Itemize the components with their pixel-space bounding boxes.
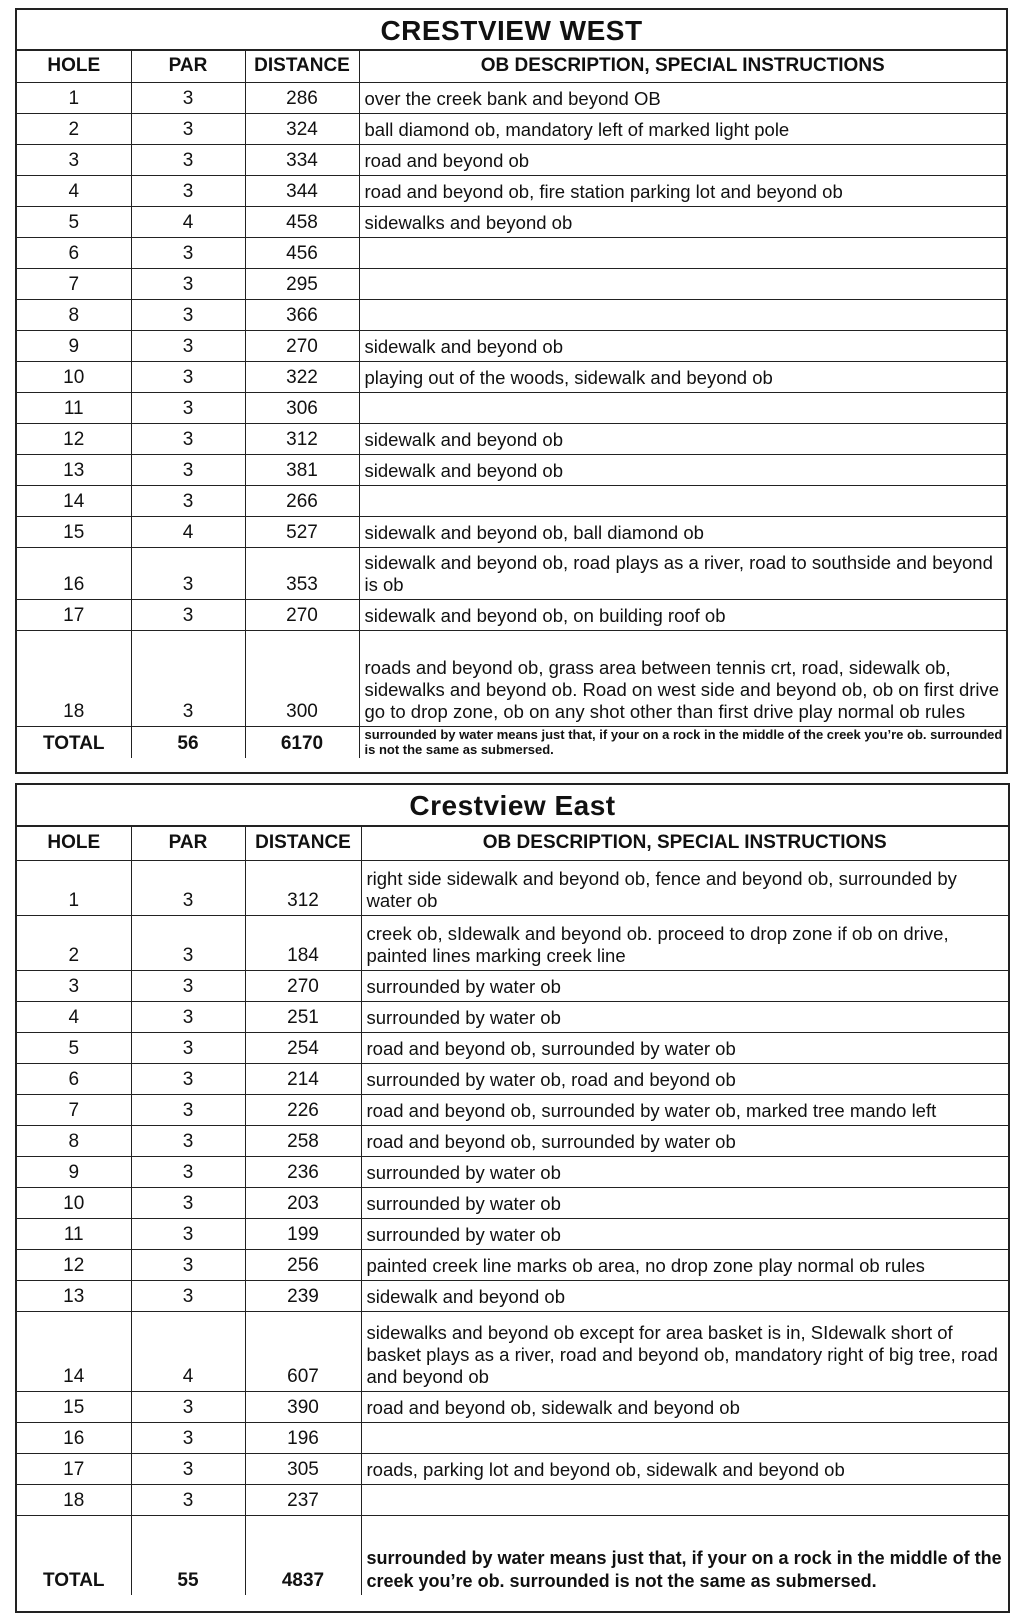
distance-cell: 381 <box>245 454 359 485</box>
ob-description-cell <box>359 268 1006 299</box>
table-row <box>17 1453 1008 1484</box>
ob-description-cell <box>361 1422 1008 1453</box>
table-row <box>17 1063 1008 1094</box>
hole-cell: 8 <box>17 299 131 330</box>
par-cell: 3 <box>131 599 245 630</box>
distance-cell: 527 <box>245 516 359 547</box>
table-row <box>17 330 1006 361</box>
hole-cell: 17 <box>17 1453 131 1484</box>
scorecard-table <box>17 51 1006 758</box>
hole-cell: 4 <box>17 175 131 206</box>
distance-cell: 295 <box>245 268 359 299</box>
hole-cell: 7 <box>17 1094 131 1125</box>
hole-header: HOLE <box>17 51 131 82</box>
par-cell: 4 <box>131 516 245 547</box>
distance-cell: 196 <box>245 1422 361 1453</box>
distance-cell: 390 <box>245 1391 361 1422</box>
table-row <box>17 1001 1008 1032</box>
ob-description-cell: road and beyond ob, surrounded by water ob <box>361 1032 1008 1063</box>
table-row <box>17 268 1006 299</box>
table-row <box>17 1422 1008 1453</box>
par-cell: 3 <box>131 970 245 1001</box>
distance-cell: 184 <box>245 915 361 970</box>
header-row <box>17 827 1008 860</box>
hole-cell: 11 <box>17 392 131 423</box>
hole-cell: 7 <box>17 268 131 299</box>
header-row <box>17 51 1006 82</box>
ob-description-cell: roads, parking lot and beyond ob, sidewalk and beyond ob <box>361 1453 1008 1484</box>
table-row <box>17 516 1006 547</box>
par-cell: 3 <box>131 1063 245 1094</box>
par-cell: 3 <box>131 1391 245 1422</box>
table-row <box>17 1187 1008 1218</box>
hole-cell: 13 <box>17 1280 131 1311</box>
ob-description-cell <box>361 1484 1008 1515</box>
table-row <box>17 485 1006 516</box>
hole-header: HOLE <box>17 827 131 860</box>
course-title: Crestview East <box>17 785 1008 827</box>
distance-cell: 270 <box>245 330 359 361</box>
par-cell: 3 <box>131 1001 245 1032</box>
table-row <box>17 1391 1008 1422</box>
ob-description-cell: road and beyond ob, surrounded by water ob <box>361 1125 1008 1156</box>
hole-cell: 15 <box>17 516 131 547</box>
par-cell: 4 <box>131 1311 245 1391</box>
par-header: PAR <box>131 827 245 860</box>
par-cell: 3 <box>131 1187 245 1218</box>
distance-cell: 353 <box>245 547 359 599</box>
ob-description-cell: creek ob, sIdewalk and beyond ob. proceed to drop zone if ob on drive, painted lines marking creek line <box>361 915 1008 970</box>
total-par: 56 <box>131 726 245 758</box>
table-row <box>17 175 1006 206</box>
ob-description-cell: road and beyond ob, fire station parking lot and beyond ob <box>359 175 1006 206</box>
ob-description-cell: painted creek line marks ob area, no drop zone play normal ob rules <box>361 1249 1008 1280</box>
distance-cell: 344 <box>245 175 359 206</box>
table-row <box>17 1311 1008 1391</box>
distance-cell: 266 <box>245 485 359 516</box>
table-row <box>17 206 1006 237</box>
hole-cell: 16 <box>17 547 131 599</box>
ob-description-cell: over the creek bank and beyond OB <box>359 82 1006 113</box>
hole-cell: 17 <box>17 599 131 630</box>
ob-description-cell <box>359 237 1006 268</box>
hole-cell: 3 <box>17 144 131 175</box>
distance-cell: 322 <box>245 361 359 392</box>
hole-cell: 6 <box>17 237 131 268</box>
par-cell: 3 <box>131 1032 245 1063</box>
crestview-west-table <box>15 8 1008 774</box>
total-note: surrounded by water means just that, if your on a rock in the middle of the creek you’re ob. surrounded is not the same as submersed. <box>359 726 1006 758</box>
hole-cell: 5 <box>17 206 131 237</box>
distance-cell: 300 <box>245 630 359 726</box>
hole-cell: 14 <box>17 485 131 516</box>
distance-cell: 258 <box>245 1125 361 1156</box>
par-cell: 3 <box>131 361 245 392</box>
total-row <box>17 726 1006 758</box>
ob-description-cell: sidewalk and beyond ob <box>359 330 1006 361</box>
par-cell: 3 <box>131 547 245 599</box>
par-cell: 3 <box>131 1156 245 1187</box>
distance-cell: 236 <box>245 1156 361 1187</box>
ob-description-cell: surrounded by water ob <box>361 1187 1008 1218</box>
hole-cell: 16 <box>17 1422 131 1453</box>
distance-cell: 334 <box>245 144 359 175</box>
hole-cell: 2 <box>17 113 131 144</box>
distance-cell: 286 <box>245 82 359 113</box>
par-cell: 3 <box>131 485 245 516</box>
hole-cell: 5 <box>17 1032 131 1063</box>
total-label: TOTAL <box>17 1515 131 1595</box>
distance-cell: 199 <box>245 1218 361 1249</box>
distance-header: DISTANCE <box>245 827 361 860</box>
ob-description-cell: surrounded by water ob <box>361 1001 1008 1032</box>
ob-description-cell: road and beyond ob <box>359 144 1006 175</box>
distance-cell: 270 <box>245 970 361 1001</box>
table-row <box>17 237 1006 268</box>
distance-cell: 458 <box>245 206 359 237</box>
distance-cell: 312 <box>245 860 361 915</box>
distance-cell: 239 <box>245 1280 361 1311</box>
ob-description-cell: surrounded by water ob <box>361 1218 1008 1249</box>
par-cell: 3 <box>131 915 245 970</box>
table-row <box>17 423 1006 454</box>
distance-cell: 305 <box>245 1453 361 1484</box>
hole-cell: 4 <box>17 1001 131 1032</box>
par-cell: 3 <box>131 392 245 423</box>
distance-cell: 456 <box>245 237 359 268</box>
ob-description-cell: right side sidewalk and beyond ob, fence and beyond ob, surrounded by water ob <box>361 860 1008 915</box>
par-cell: 3 <box>131 268 245 299</box>
ob-description-cell: sidewalk and beyond ob <box>359 454 1006 485</box>
distance-cell: 366 <box>245 299 359 330</box>
par-cell: 3 <box>131 454 245 485</box>
hole-cell: 3 <box>17 970 131 1001</box>
distance-cell: 203 <box>245 1187 361 1218</box>
total-distance: 6170 <box>245 726 359 758</box>
hole-cell: 6 <box>17 1063 131 1094</box>
hole-cell: 12 <box>17 1249 131 1280</box>
distance-cell: 270 <box>245 599 359 630</box>
distance-cell: 237 <box>245 1484 361 1515</box>
ob-description-cell: sidewalk and beyond ob <box>361 1280 1008 1311</box>
total-note: surrounded by water means just that, if your on a rock in the middle of the creek you’re ob. surrounded is not the same as submersed. <box>361 1515 1008 1595</box>
hole-cell: 2 <box>17 915 131 970</box>
hole-cell: 13 <box>17 454 131 485</box>
ob-description-cell <box>359 392 1006 423</box>
ob-description-header: OB DESCRIPTION, SPECIAL INSTRUCTIONS <box>361 827 1008 860</box>
distance-header: DISTANCE <box>245 51 359 82</box>
ob-description-cell: playing out of the woods, sidewalk and beyond ob <box>359 361 1006 392</box>
hole-cell: 9 <box>17 1156 131 1187</box>
hole-cell: 8 <box>17 1125 131 1156</box>
hole-cell: 18 <box>17 1484 131 1515</box>
table-row <box>17 915 1008 970</box>
par-cell: 3 <box>131 1125 245 1156</box>
table-row <box>17 1218 1008 1249</box>
crestview-east-table <box>15 783 1010 1613</box>
table-row <box>17 144 1006 175</box>
total-row <box>17 1515 1008 1595</box>
table-row <box>17 1156 1008 1187</box>
table-row <box>17 547 1006 599</box>
ob-description-cell <box>359 299 1006 330</box>
ob-description-cell: sidewalk and beyond ob, road plays as a river, road to southside and beyond is ob <box>359 547 1006 599</box>
table-row <box>17 113 1006 144</box>
ob-description-cell: sidewalk and beyond ob <box>359 423 1006 454</box>
hole-cell: 18 <box>17 630 131 726</box>
par-cell: 3 <box>131 237 245 268</box>
hole-cell: 14 <box>17 1311 131 1391</box>
par-cell: 3 <box>131 1453 245 1484</box>
distance-cell: 306 <box>245 392 359 423</box>
table-row <box>17 599 1006 630</box>
ob-description-cell <box>359 485 1006 516</box>
table-row <box>17 82 1006 113</box>
table-row <box>17 630 1006 726</box>
ob-description-cell: roads and beyond ob, grass area between tennis crt, road, sidewalk ob, sidewalks and beyond ob. Road on west side and beyond ob, ob on first drive go to drop zone, ob on any shot other than first drive play normal ob rules <box>359 630 1006 726</box>
distance-cell: 254 <box>245 1032 361 1063</box>
distance-cell: 214 <box>245 1063 361 1094</box>
table-row <box>17 1032 1008 1063</box>
hole-cell: 11 <box>17 1218 131 1249</box>
par-cell: 3 <box>131 1218 245 1249</box>
hole-cell: 1 <box>17 82 131 113</box>
par-cell: 3 <box>131 82 245 113</box>
hole-cell: 10 <box>17 1187 131 1218</box>
par-cell: 3 <box>131 860 245 915</box>
distance-cell: 607 <box>245 1311 361 1391</box>
par-cell: 3 <box>131 1280 245 1311</box>
par-cell: 3 <box>131 1094 245 1125</box>
total-par: 55 <box>131 1515 245 1595</box>
ob-description-cell: sidewalk and beyond ob, ball diamond ob <box>359 516 1006 547</box>
par-cell: 3 <box>131 1249 245 1280</box>
table-row <box>17 970 1008 1001</box>
course-title: CRESTVIEW WEST <box>17 10 1006 51</box>
par-cell: 3 <box>131 144 245 175</box>
scorecard-table <box>17 827 1008 1595</box>
par-cell: 3 <box>131 175 245 206</box>
ob-description-cell: road and beyond ob, surrounded by water ob, marked tree mando left <box>361 1094 1008 1125</box>
distance-cell: 312 <box>245 423 359 454</box>
table-row <box>17 860 1008 915</box>
ob-description-cell: sidewalks and beyond ob except for area basket is in, SIdewalk short of basket plays as a river, road and beyond ob, mandatory right of big tree, road and beyond ob <box>361 1311 1008 1391</box>
table-row <box>17 299 1006 330</box>
table-row <box>17 1094 1008 1125</box>
ob-description-cell: sidewalk and beyond ob, on building roof ob <box>359 599 1006 630</box>
par-cell: 3 <box>131 423 245 454</box>
hole-cell: 12 <box>17 423 131 454</box>
distance-cell: 251 <box>245 1001 361 1032</box>
hole-cell: 9 <box>17 330 131 361</box>
distance-cell: 256 <box>245 1249 361 1280</box>
par-header: PAR <box>131 51 245 82</box>
table-row <box>17 392 1006 423</box>
total-distance: 4837 <box>245 1515 361 1595</box>
par-cell: 4 <box>131 206 245 237</box>
table-row <box>17 1484 1008 1515</box>
ob-description-header: OB DESCRIPTION, SPECIAL INSTRUCTIONS <box>359 51 1006 82</box>
par-cell: 3 <box>131 113 245 144</box>
ob-description-cell: sidewalks and beyond ob <box>359 206 1006 237</box>
ob-description-cell: surrounded by water ob <box>361 1156 1008 1187</box>
par-cell: 3 <box>131 1422 245 1453</box>
total-label: TOTAL <box>17 726 131 758</box>
distance-cell: 226 <box>245 1094 361 1125</box>
ob-description-cell: road and beyond ob, sidewalk and beyond ob <box>361 1391 1008 1422</box>
distance-cell: 324 <box>245 113 359 144</box>
table-row <box>17 361 1006 392</box>
ob-description-cell: surrounded by water ob, road and beyond ob <box>361 1063 1008 1094</box>
hole-cell: 10 <box>17 361 131 392</box>
hole-cell: 1 <box>17 860 131 915</box>
ob-description-cell: surrounded by water ob <box>361 970 1008 1001</box>
par-cell: 3 <box>131 299 245 330</box>
table-row <box>17 1249 1008 1280</box>
hole-cell: 15 <box>17 1391 131 1422</box>
table-row <box>17 1125 1008 1156</box>
table-row <box>17 1280 1008 1311</box>
ob-description-cell: ball diamond ob, mandatory left of marked light pole <box>359 113 1006 144</box>
par-cell: 3 <box>131 1484 245 1515</box>
par-cell: 3 <box>131 630 245 726</box>
par-cell: 3 <box>131 330 245 361</box>
table-row <box>17 454 1006 485</box>
